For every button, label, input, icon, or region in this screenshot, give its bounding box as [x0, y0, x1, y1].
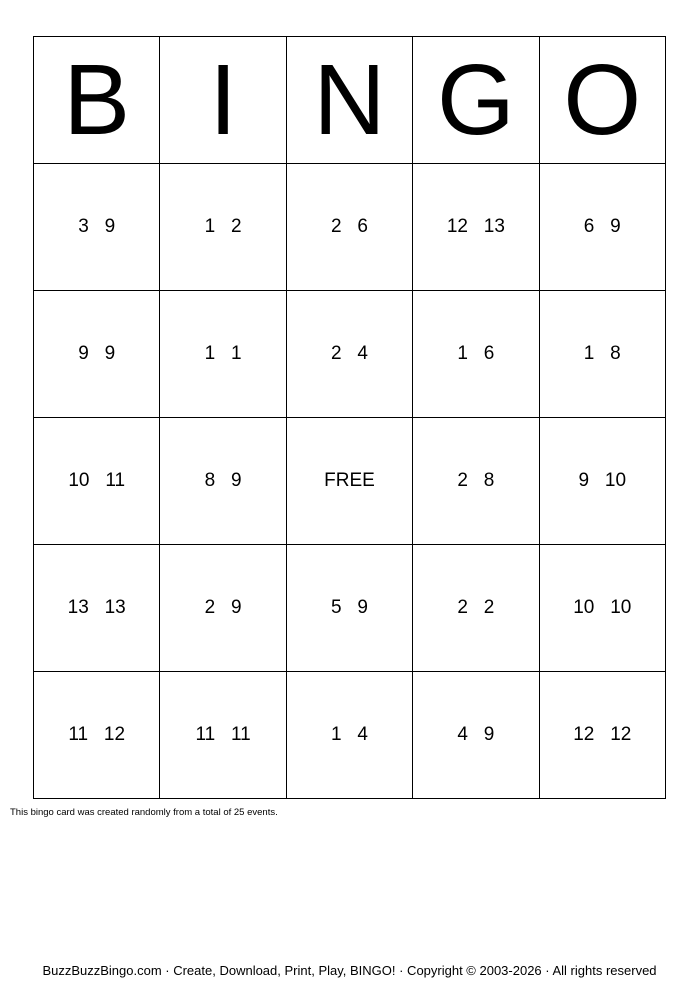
header-letter-i: I: [160, 37, 286, 164]
generation-note: This bingo card was created randomly from a total of 25 events.: [10, 807, 278, 818]
bingo-cell: 3 9: [34, 164, 160, 291]
bingo-cell: 10 10: [539, 545, 665, 672]
bingo-cell: 9 9: [34, 291, 160, 418]
bingo-cell: 2 4: [286, 291, 412, 418]
bingo-cell: 2 6: [286, 164, 412, 291]
bingo-cell: 4 9: [413, 672, 539, 799]
bingo-header-row: [34, 37, 666, 164]
bingo-row: [34, 672, 666, 799]
header-letter-o: O: [539, 37, 665, 164]
bingo-cell: 2 9: [160, 545, 286, 672]
bingo-cell: 2 8: [413, 418, 539, 545]
bingo-cell: 1 8: [539, 291, 665, 418]
bingo-cell: 1 4: [286, 672, 412, 799]
free-space-cell: FREE: [286, 418, 412, 545]
bingo-cell: 1 1: [160, 291, 286, 418]
bingo-cell: 8 9: [160, 418, 286, 545]
bingo-cell: 11 12: [34, 672, 160, 799]
bingo-row: [34, 291, 666, 418]
bingo-row: [34, 418, 666, 545]
header-letter-n: N: [286, 37, 412, 164]
bingo-cell: 11 11: [160, 672, 286, 799]
bingo-row: [34, 545, 666, 672]
bingo-cell: 6 9: [539, 164, 665, 291]
bingo-cell: 5 9: [286, 545, 412, 672]
bingo-cell: 12 12: [539, 672, 665, 799]
bingo-cell: 1 2: [160, 164, 286, 291]
bingo-row: [34, 164, 666, 291]
bingo-cell: 2 2: [413, 545, 539, 672]
header-letter-b: B: [34, 37, 160, 164]
bingo-card: [33, 36, 666, 799]
bingo-cell: 9 10: [539, 418, 665, 545]
footer-credits: BuzzBuzzBingo.com · Create, Download, Print, Play, BINGO! · Copyright © 2003-2026 · All rights reserved: [42, 963, 657, 978]
bingo-cell: 1 6: [413, 291, 539, 418]
header-letter-g: G: [413, 37, 539, 164]
bingo-cell: 10 11: [34, 418, 160, 545]
bingo-cell: 13 13: [34, 545, 160, 672]
bingo-cell: 12 13: [413, 164, 539, 291]
